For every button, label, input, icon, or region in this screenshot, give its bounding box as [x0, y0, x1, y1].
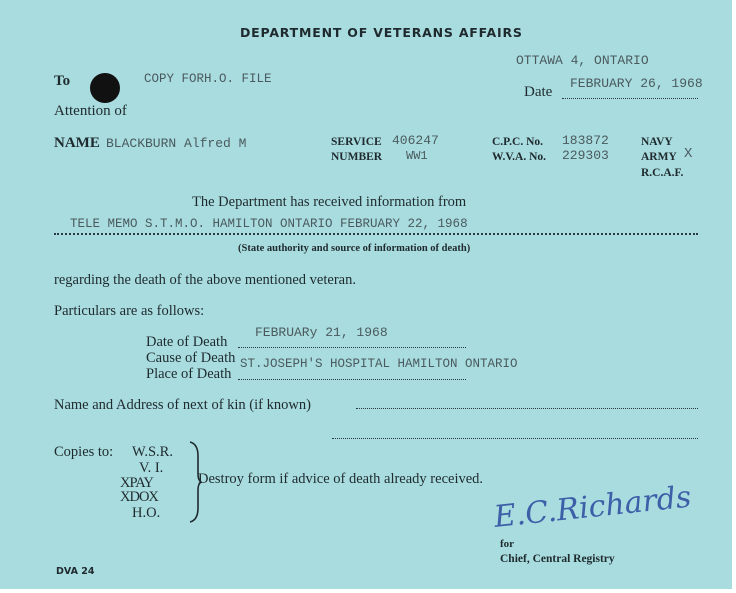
regarding-text: regarding the death of the above mentioned veteran.: [54, 272, 356, 288]
date-of-death-line: [238, 347, 466, 348]
date-label: Date: [524, 84, 553, 100]
signature-title: Chief, Central Registry: [500, 553, 615, 565]
to-value: COPY FORH.O. FILE: [144, 72, 272, 86]
date-of-death-label: Date of Death: [146, 334, 228, 350]
destroy-note: Destroy form if advice of death already received.: [198, 471, 484, 487]
location-text: OTTAWA 4, ONTARIO: [516, 53, 649, 68]
cpc-value: 183872: [562, 133, 609, 148]
next-of-kin-line-1: [356, 408, 698, 409]
copy-wsr: W.S.R.: [132, 444, 173, 460]
name-value: BLACKBURN Alfred M: [106, 136, 247, 151]
wva-label: W.V.A. No.: [492, 151, 547, 163]
info-intro: The Department has received information from: [192, 194, 467, 210]
source-caption: (State authority and source of information of death): [238, 243, 471, 254]
name-label: NAME: [54, 135, 100, 151]
form-code: DVA 24: [56, 566, 95, 577]
place-of-death-value: ST.JOSEPH'S HOSPITAL HAMILTON ONTARIO: [240, 357, 518, 371]
service-number-value: 406247: [392, 133, 439, 148]
cause-of-death-label: Cause of Death: [146, 350, 236, 366]
place-of-death-line: [238, 379, 466, 380]
info-source: TELE MEMO S.T.M.O. HAMILTON ONTARIO FEBRUARY 22, 1968: [70, 217, 468, 231]
date-of-death-value: FEBRUARy 21, 1968: [255, 325, 388, 340]
army-mark: X: [684, 146, 693, 162]
particulars-label: Particulars are as follows:: [54, 303, 205, 319]
wva-value: 229303: [562, 148, 609, 163]
service-label-2: NUMBER: [331, 151, 383, 163]
cpc-label: C.P.C. No.: [492, 136, 544, 148]
navy-label: NAVY: [641, 136, 673, 148]
next-of-kin-line-2: [332, 438, 698, 439]
service-war-value: WW1: [406, 149, 428, 163]
place-of-death-label: Place of Death: [146, 366, 232, 382]
date-value: FEBRUARY 26, 1968: [570, 76, 703, 91]
signature: E.C.Richards: [492, 479, 693, 535]
copy-ho: H.O.: [132, 505, 161, 521]
signature-for: for: [500, 538, 515, 550]
attention-label: Attention of: [54, 103, 127, 119]
rcaf-label: R.C.A.F.: [641, 167, 684, 179]
service-label-1: SERVICE: [331, 136, 382, 148]
copy-pay-struck: XPAY: [120, 475, 153, 491]
punch-hole-dot: [90, 73, 120, 103]
next-of-kin-label: Name and Address of next of kin (if known): [54, 397, 311, 413]
army-label: ARMY: [641, 151, 677, 163]
copy-vi: V. I.: [139, 460, 164, 476]
to-label: To: [54, 73, 71, 89]
source-dotted-line: [54, 233, 698, 235]
copies-label: Copies to:: [54, 444, 114, 460]
date-dotted-line: [562, 98, 698, 99]
department-title: DEPARTMENT OF VETERANS AFFAIRS: [240, 25, 523, 40]
copy-dvo-struck: XDOX: [120, 489, 158, 505]
